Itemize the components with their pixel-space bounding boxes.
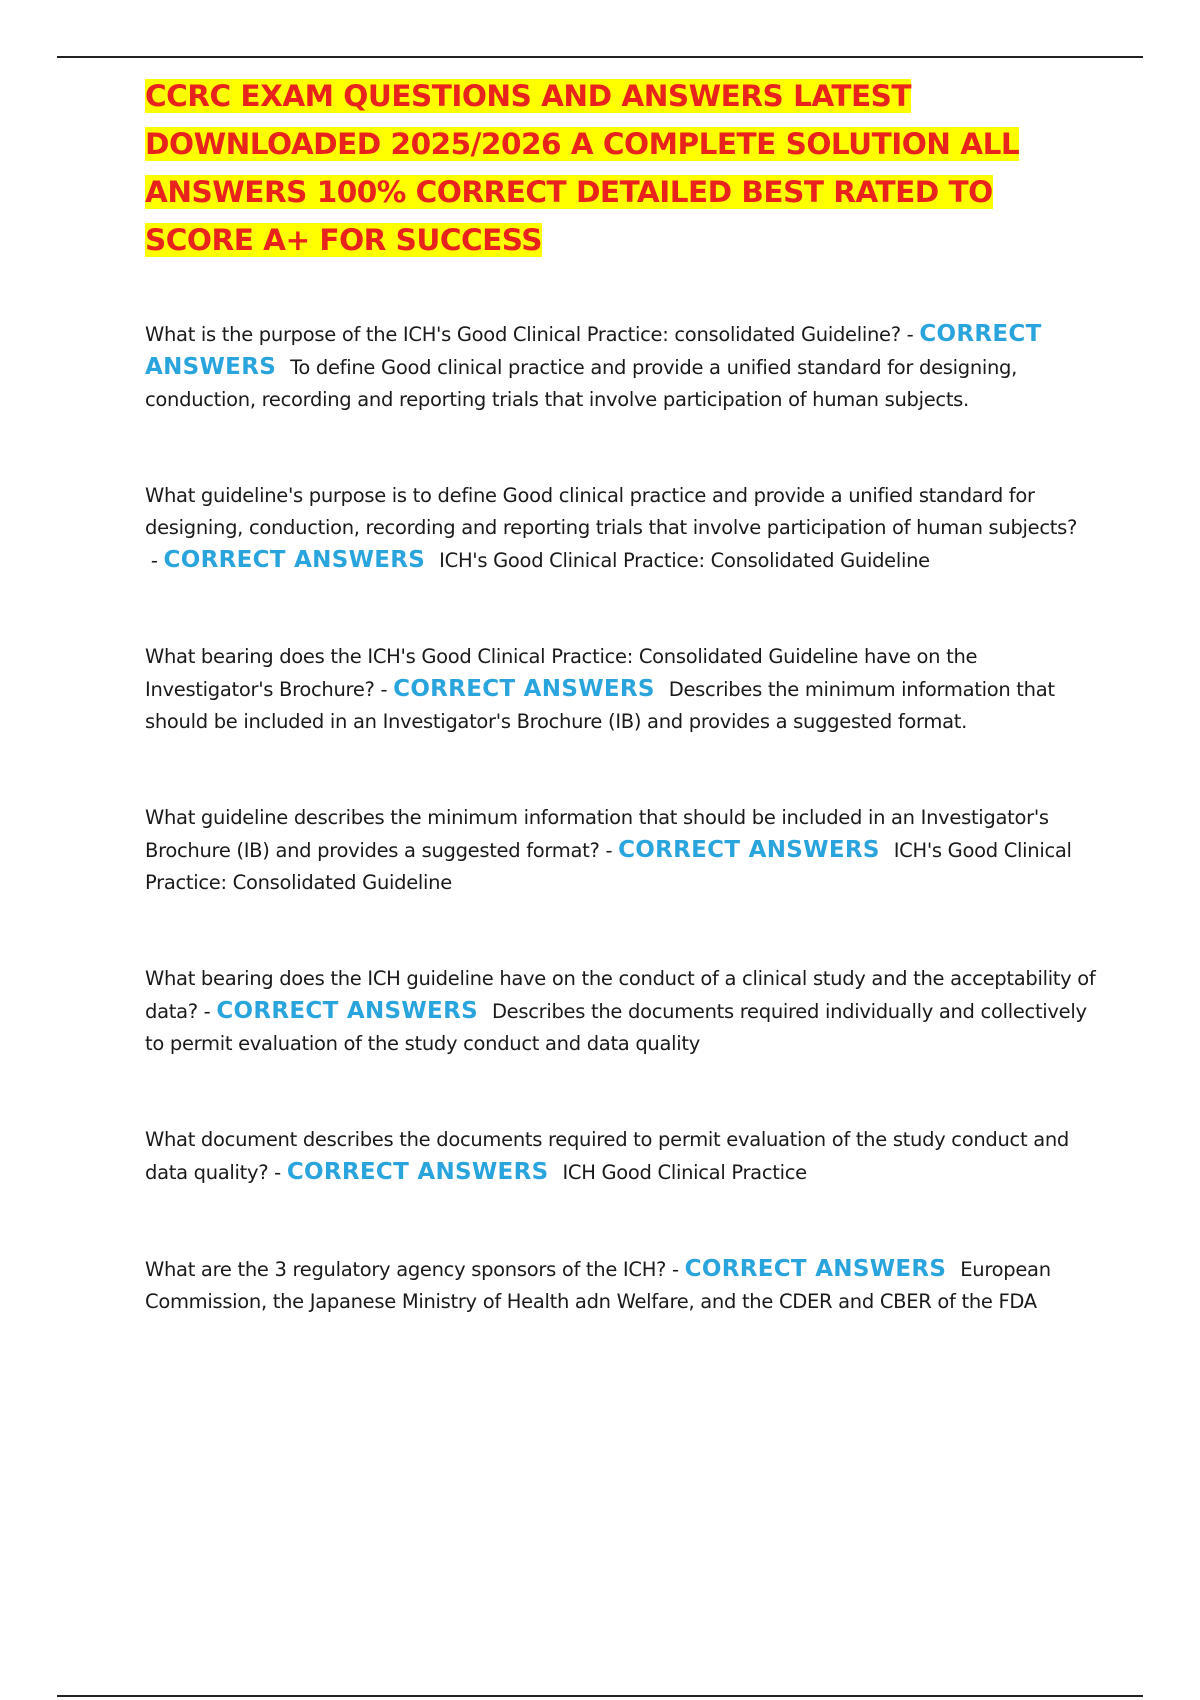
correct-answers-tag: CORRECT ANSWERS bbox=[684, 1256, 947, 1282]
correct-answers-tag: CORRECT ANSWERS bbox=[393, 676, 655, 702]
separator: - bbox=[197, 1000, 217, 1023]
separator: - bbox=[599, 839, 619, 862]
correct-answers-tag: CORRECT ANSWERS bbox=[163, 547, 426, 573]
document-body bbox=[145, 72, 1100, 1382]
answer-text: European Commission, the Japanese Ministry of Health adn Welfare, and the CDER and CBER of the FDA bbox=[145, 1258, 1051, 1313]
correct-answers-tag: CORRECT ANSWERS bbox=[618, 837, 880, 863]
bottom-rule bbox=[57, 1695, 1143, 1697]
question-text: What are the 3 regulatory agency sponsors of the ICH? bbox=[145, 1258, 667, 1281]
question-text: What bearing does the ICH guideline have on the conduct of a clinical study and the acceptability of data? bbox=[145, 967, 1096, 1023]
qa-item bbox=[145, 802, 1100, 899]
separator: - bbox=[374, 678, 394, 701]
question-text: What guideline's purpose is to define Good clinical practice and provide a unified standard for designing, conduction, recording and reporting trials that involve participation of human subjects? bbox=[145, 484, 1078, 539]
qa-item bbox=[145, 318, 1100, 416]
answer-text: ICH Good Clinical Practice bbox=[562, 1161, 807, 1184]
separator: - bbox=[145, 549, 164, 572]
answer-text: ICH's Good Clinical Practice: Consolidated Guideline bbox=[145, 839, 1072, 894]
question-text: What is the purpose of the ICH's Good Clinical Practice: consolidated Guideline? bbox=[145, 323, 901, 346]
question-text: What guideline describes the minimum information that should be included in an Investigator's Brochure (IB) and provides a suggested format? bbox=[145, 806, 1049, 862]
answer-text: ICH's Good Clinical Practice: Consolidated Guideline bbox=[439, 549, 930, 572]
correct-answers-tag: CORRECT ANSWERS bbox=[286, 1159, 549, 1185]
top-rule bbox=[57, 56, 1143, 58]
correct-answers-tag: CORRECT ANSWERS bbox=[216, 998, 478, 1024]
separator: - bbox=[900, 323, 920, 346]
correct-answers-tag: CORRECT ANSWERS bbox=[145, 321, 1042, 380]
title-highlight: CCRC EXAM QUESTIONS AND ANSWERS LATEST DOWNLOADED 2025/2026 A COMPLETE SOLUTION ALL ANSWERS 100% CORRECT DETAILED BEST RATED TO SCORE A+ FOR SUCCESS bbox=[145, 79, 1020, 257]
qa-item bbox=[145, 1124, 1100, 1189]
question-text: What bearing does the ICH's Good Clinical Practice: Consolidated Guideline have on the Investigator's Brochure? bbox=[145, 645, 978, 701]
document-title bbox=[145, 72, 1100, 264]
qa-item bbox=[145, 963, 1100, 1060]
qa-list bbox=[145, 318, 1100, 1318]
qa-item bbox=[145, 641, 1100, 738]
answer-text: To define Good clinical practice and provide a unified standard for designing, conduction, recording and reporting trials that involve participation of human subjects. bbox=[145, 356, 1018, 411]
answer-text: Describes the minimum information that should be included in an Investigator's Brochure (IB) and provides a suggested format. bbox=[145, 678, 1055, 733]
question-text: What document describes the documents required to permit evaluation of the study conduct and data quality? bbox=[145, 1128, 1070, 1184]
separator: - bbox=[268, 1161, 287, 1184]
qa-item bbox=[145, 480, 1100, 577]
qa-item bbox=[145, 1253, 1100, 1318]
separator: - bbox=[666, 1258, 685, 1281]
answer-text: Describes the documents required individually and collectively to permit evaluation of the study conduct and data quality bbox=[145, 1000, 1087, 1055]
